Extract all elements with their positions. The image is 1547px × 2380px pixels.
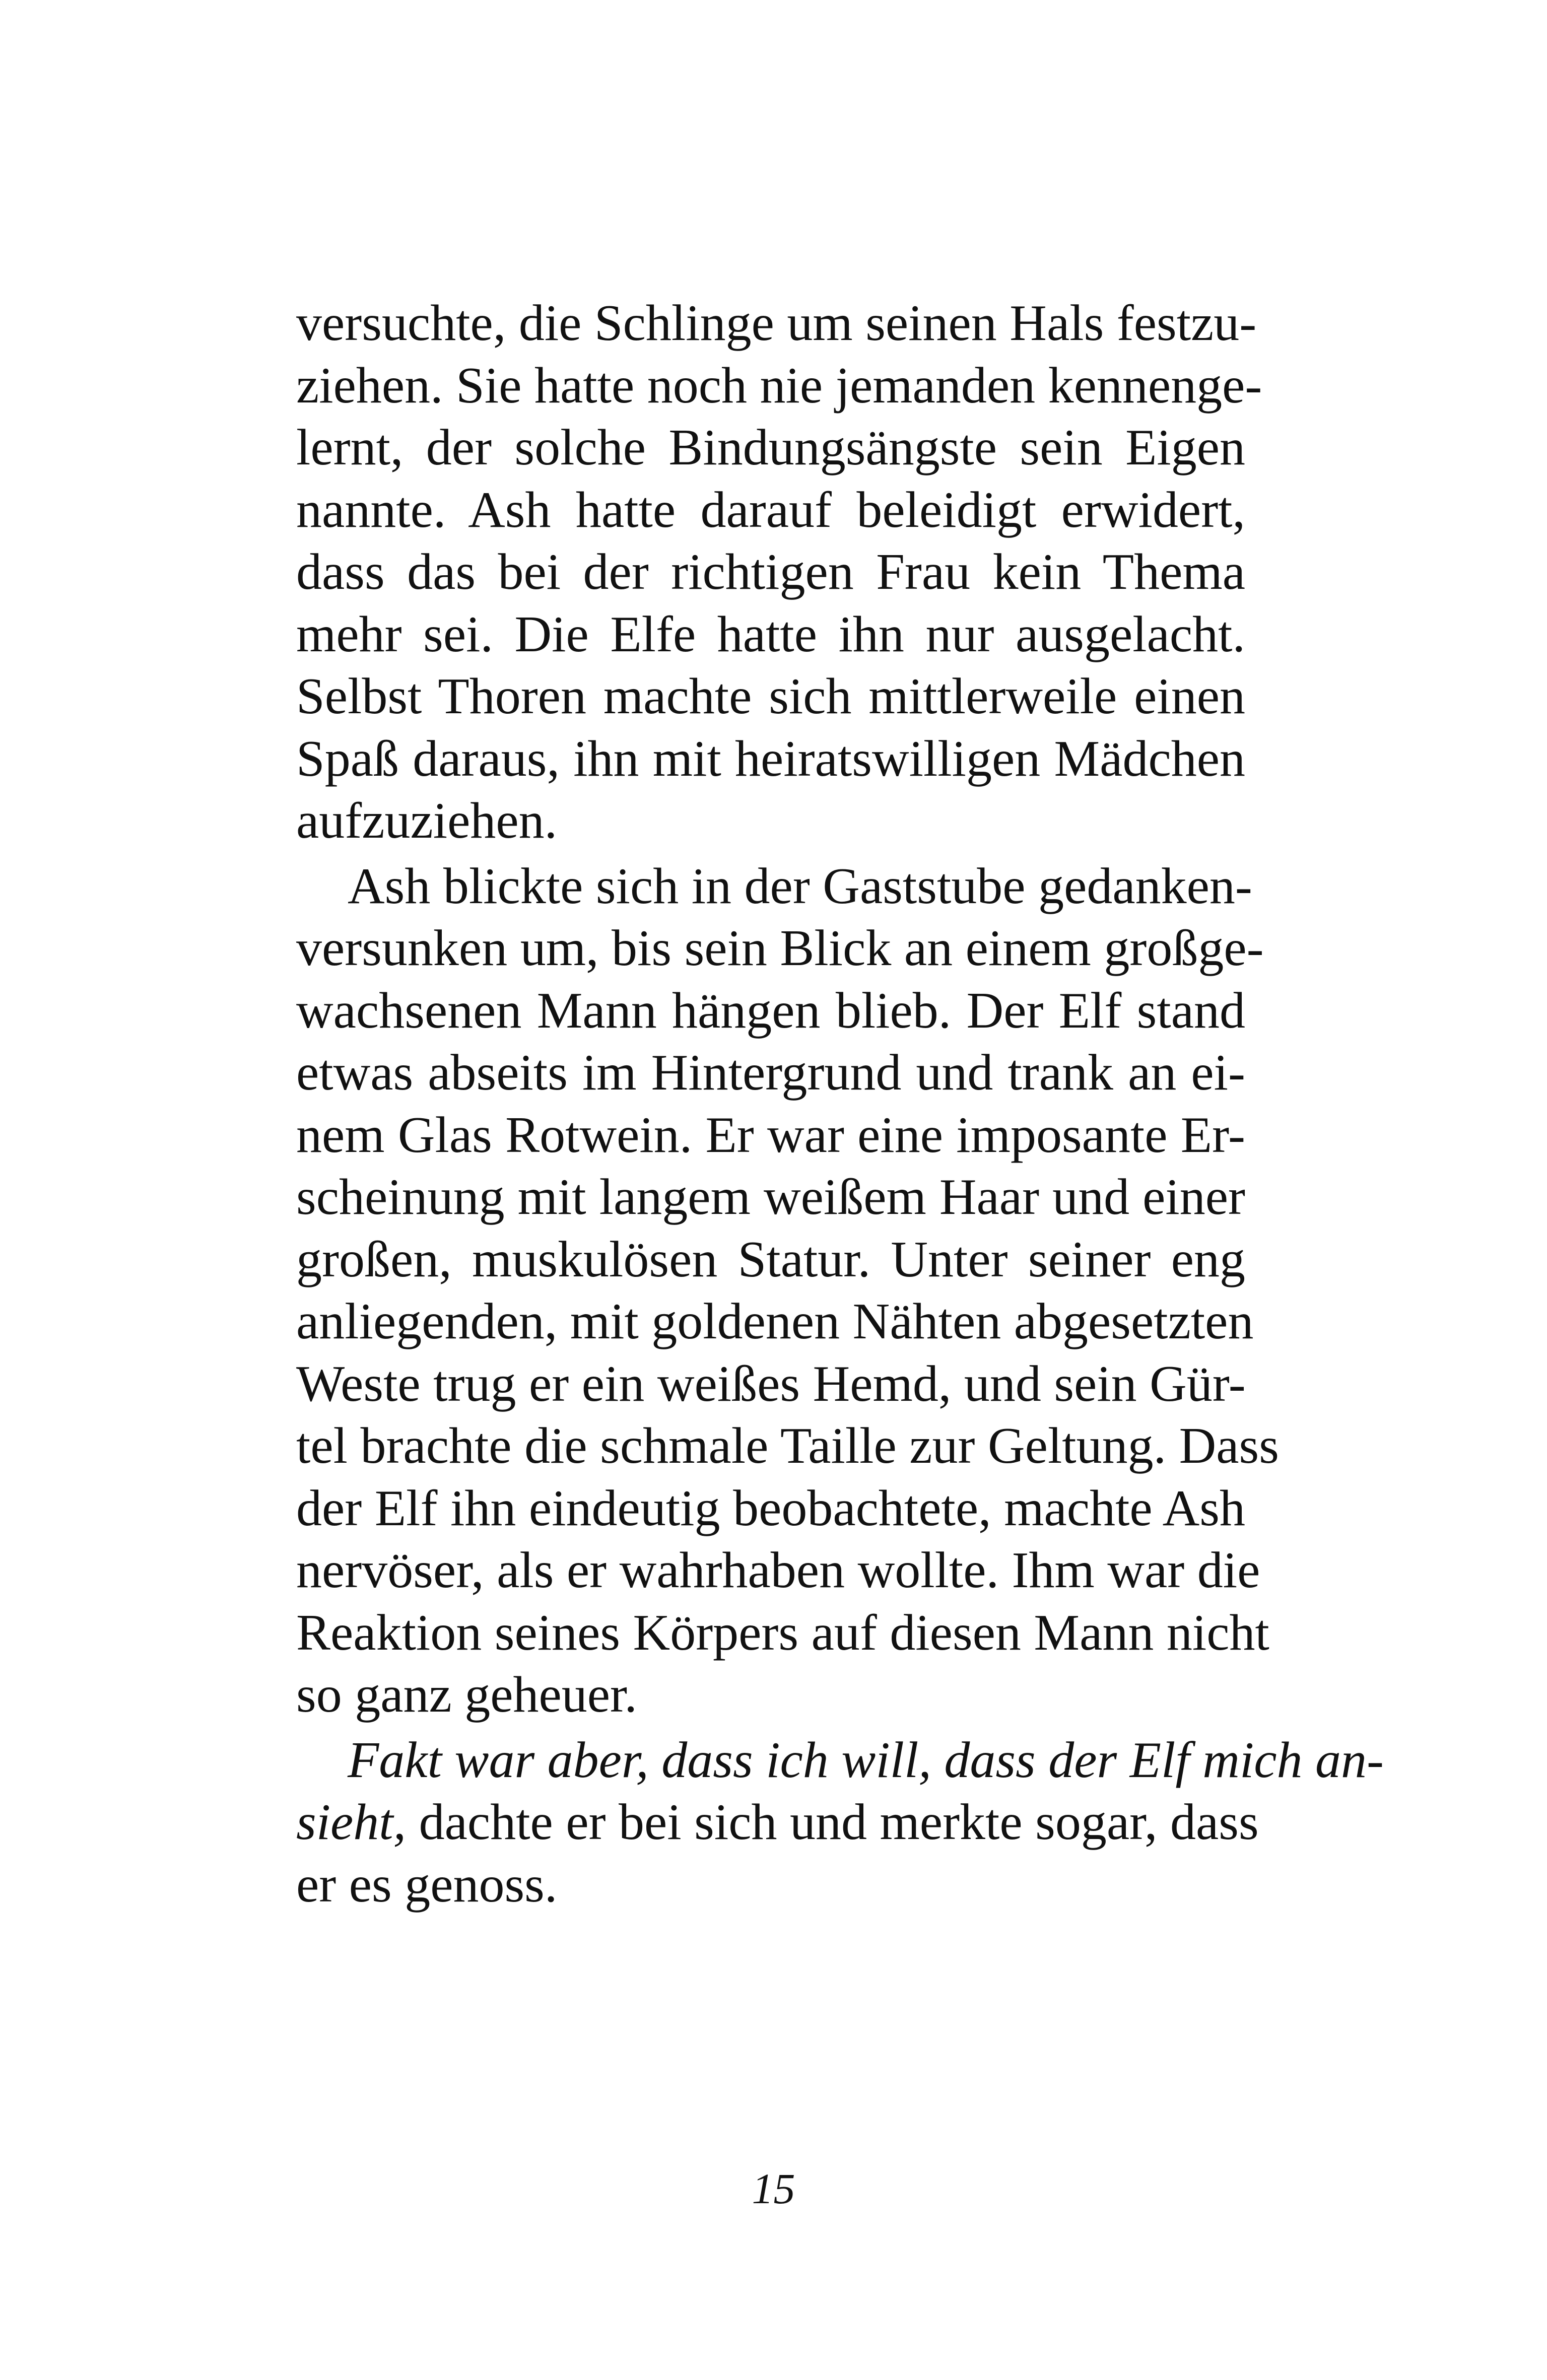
text-line: tel brachte die schmale Taille zur Geltung. Dass [296, 1417, 1279, 1474]
text-line: er es genoss. [296, 1856, 558, 1913]
text-line: nervöser, als er wahrhaben wollte. Ihm war die [296, 1542, 1260, 1599]
paragraph-1 [296, 292, 1262, 852]
text-line: lernt, der solche Bindungsängste sein Eigen [296, 419, 1245, 476]
text-line: dass das bei der richtigen Frau kein Thema [296, 543, 1245, 600]
text-line: Ash blickte sich in der Gaststube gedanken- [348, 857, 1252, 915]
text-line: so ganz geheuer. [296, 1666, 637, 1723]
italic-fragment: sieht, [296, 1794, 407, 1851]
text-line-italic: Fakt war aber, dass ich will, dass der Elf mich an- [348, 1731, 1384, 1789]
text-line: mehr sei. Die Elfe hatte ihn nur ausgelacht. [296, 605, 1245, 663]
paragraph-3 [296, 1729, 1384, 1916]
text-line: wachsenen Mann hängen blieb. Der Elf stand [296, 982, 1245, 1039]
text-line: der Elf ihn eindeutig beobachtete, machte Ash [296, 1479, 1245, 1537]
text-line: ziehen. Sie hatte noch nie jemanden kennenge- [296, 357, 1262, 414]
text-line: Selbst Thoren machte sich mittlerweile einen [296, 668, 1245, 725]
paragraph-2 [296, 855, 1279, 1726]
text-line: aufzuziehen. [296, 792, 558, 849]
text-line: Weste trug er ein weißes Hemd, und sein Gür- [296, 1355, 1246, 1412]
text-line: nannte. Ash hatte darauf beleidigt erwidert, [296, 481, 1245, 538]
text-line-mixed [296, 1791, 1259, 1854]
text-line: anliegenden, mit goldenen Nähten abgesetzten [296, 1293, 1254, 1350]
text-line: versunken um, bis sein Blick an einem großge- [296, 920, 1264, 977]
text-line: versuchte, die Schlinge um seinen Hals festzu- [296, 295, 1257, 352]
text-line: etwas abseits im Hintergrund und trank an ei- [296, 1044, 1245, 1101]
text-line: Reaktion seines Körpers auf diesen Mann nicht [296, 1604, 1269, 1661]
text-line: scheinung mit langem weißem Haar und einer [296, 1169, 1245, 1226]
text-fragment: dachte er bei sich und merkte sogar, dass [406, 1794, 1259, 1851]
body-text [296, 292, 1384, 1916]
page-number: 15 [752, 2164, 795, 2213]
text-line: großen, muskulösen Statur. Unter seiner eng [296, 1231, 1245, 1288]
text-line: Spaß daraus, ihn mit heiratswilligen Mädchen [296, 730, 1245, 787]
text-line: nem Glas Rotwein. Er war eine imposante Er- [296, 1106, 1245, 1164]
